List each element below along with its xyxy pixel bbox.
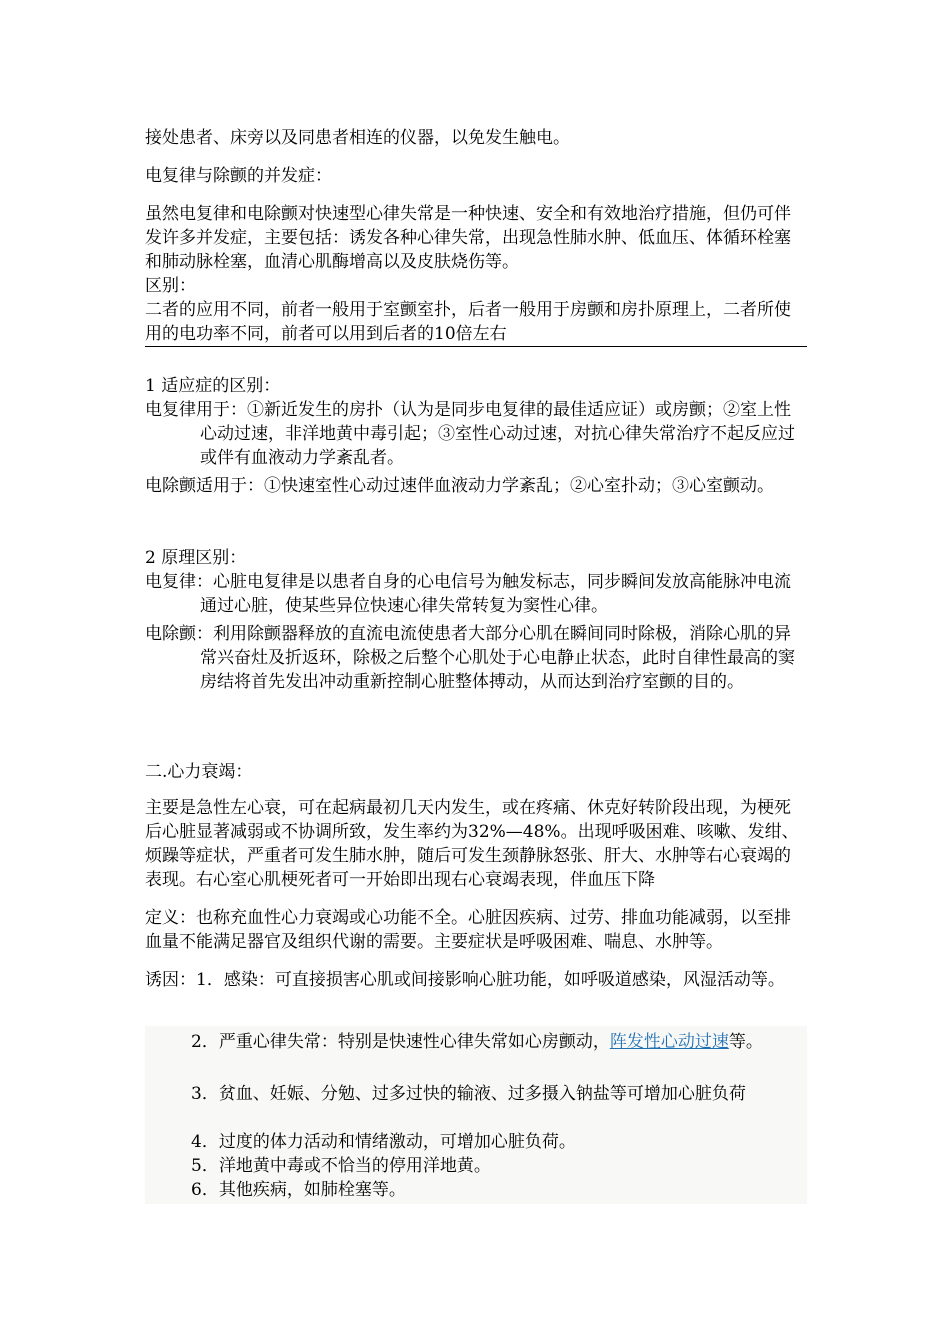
paragraph-difference: 二者的应用不同，前者一般用于室颤室扑，后者一般用于房颤和房扑原理上，二者所使用的电功率不同，前者可以用到后者的10倍左右 (145, 300, 791, 344)
paragraph-cardioversion-principle: 电复律：心脏电复律是以患者自身的心电信号为触发标志，同步瞬间发放高能脉冲电流通过心脏，使某些异位快速心律失常转复为窦性心律。 (145, 572, 791, 616)
heading-principle: 2 原理区别： (145, 548, 247, 568)
paragraph-complications: 虽然电复律和电除颤对快速型心律失常是一种快速、安全和有效地治疗措施，但仍可伴发许多并发症，主要包括：诱发各种心律失常，出现急性肺水肿、低血压、体循环栓塞和肺动脉栓塞，血清心肌酶增高以及皮肤烧伤等。 (145, 204, 791, 272)
paragraph-safety: 接处患者、床旁以及同患者相连的仪器，以免发生触电。 (145, 128, 570, 148)
heading-complications: 电复律与除颤的并发症： (145, 166, 332, 186)
paragraph-acute-left-hf: 主要是急性左心衰，可在起病最初几天内发生，或在疼痛、休克好转阶段出现，为梗死后心脏显著减弱或不协调所致，发生率约为32%—48%。出现呼吸困难、咳嗽、发绀、烦躁等症状，严重者可发生肺水肿，随后可发生颈静脉怒张、肝大、水肿等右心衰竭的表现。右心室心肌梗死者可一开始即出现右心衰竭表现，伴血压下降 (145, 798, 799, 890)
paroxysmal-tachycardia-link[interactable]: 阵发性心动过速 (609, 1032, 729, 1052)
divider-rule (145, 346, 807, 347)
cause-item-digitalis: 5．洋地黄中毒或不恰当的停用洋地黄。 (191, 1156, 491, 1176)
shaded-list-block (145, 1026, 807, 1204)
paragraph-causes: 诱因：1．感染：可直接损害心肌或间接影响心脏功能，如呼吸道感染，风湿活动等。 (145, 970, 785, 990)
paragraph-defibrillation-indications: 电除颤适用于：①快速室性心动过速伴血液动力学紊乱；②心室扑动；③心室颤动。 (145, 476, 774, 496)
heading-difference: 区别： (145, 276, 196, 296)
cause-item-anemia: 3．贫血、妊娠、分勉、过多过快的输液、过多摄入钠盐等可增加心脏负荷 (191, 1084, 746, 1104)
paragraph-defibrillation-principle: 电除颤：利用除颤器释放的直流电流使患者大部分心肌在瞬间同时除极，消除心肌的异常兴奋灶及折返环，除极之后整个心肌处于心电静止状态，此时自律性最高的窦房结将首先发出冲动重新控制心脏整体搏动，从而达到治疗室颤的目的。 (145, 624, 795, 692)
cause-item-other: 6．其他疾病，如肺栓塞等。 (191, 1180, 406, 1200)
cause-item-arrhythmia (145, 1030, 807, 1054)
cause-item-exertion: 4．过度的体力活动和情绪激动，可增加心脏负荷。 (191, 1132, 576, 1152)
cause-item-arrhythmia-tail: 等。 (728, 1032, 763, 1052)
heading-heart-failure: 二.心力衰竭： (145, 762, 253, 782)
paragraph-definition: 定义：也称充血性心力衰竭或心功能不全。心脏因疾病、过劳、排血功能减弱，以至排血量不能满足器官及组织代谢的需要。主要症状是呼吸困难、喘息、水肿等。 (145, 908, 791, 952)
cause-item-arrhythmia-text: 2．严重心律失常：特别是快速性心律失常如心房颤动， (191, 1032, 610, 1052)
heading-indications: 1 适应症的区别： (145, 376, 281, 396)
paragraph-cardioversion-indications: 电复律用于：①新近发生的房扑（认为是同步电复律的最佳适应证）或房颤；②室上性心动过速，非洋地黄中毒引起；③室性心动过速，对抗心律失常治疗不起反应过或伴有血液动力学紊乱者。 (145, 400, 795, 468)
